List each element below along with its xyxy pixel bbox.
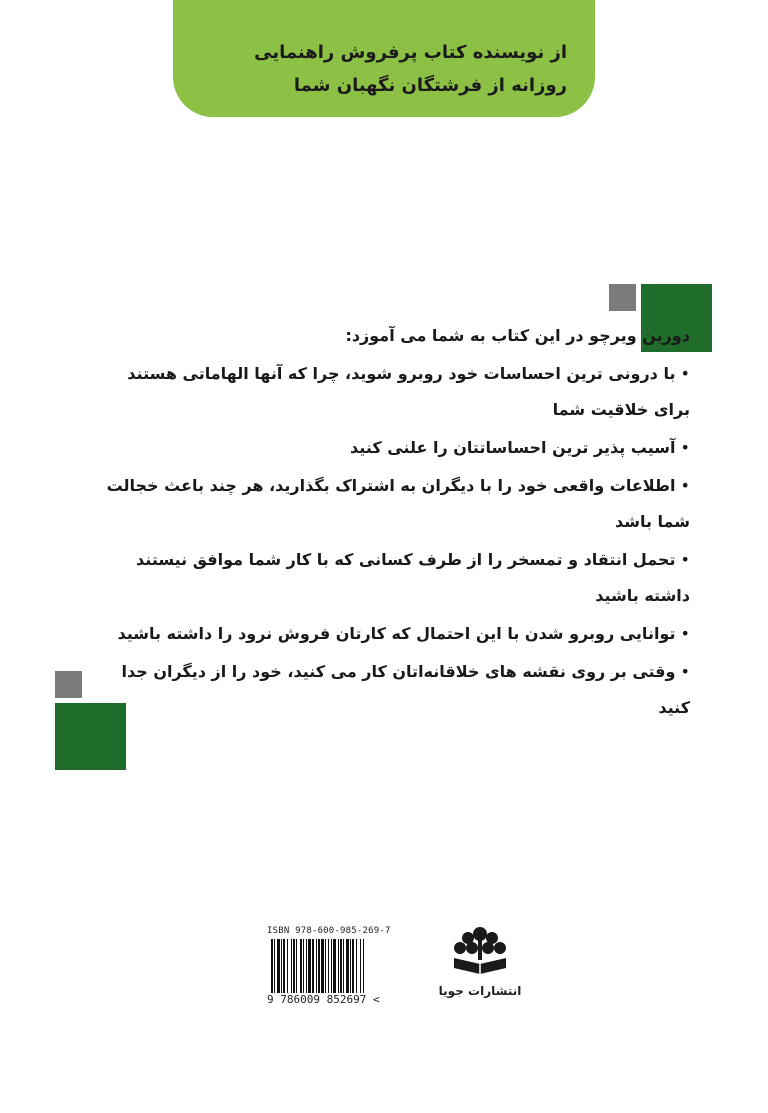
barcode-bar — [333, 939, 336, 993]
barcode-bar — [328, 939, 329, 993]
barcode-bar — [293, 939, 295, 993]
bullet-item: • اطلاعات واقعی خود را با دیگران به اشتراک بگذارید، هر چند باعث خجالت شما باشد — [90, 468, 690, 540]
barcode-bar — [343, 939, 344, 993]
top-banner — [173, 0, 595, 117]
barcode-bar — [306, 939, 307, 993]
barcode-bar — [283, 939, 285, 993]
barcode-bar — [356, 939, 357, 993]
bullet-item: • با درونی ترین احساسات خود روبرو شوید، چرا که آنها الهاماتی هستند برای خلاقیت شما — [90, 356, 690, 428]
decorative-square-green-bottom — [55, 703, 126, 770]
barcode-bar — [308, 939, 311, 993]
barcode-bar — [271, 939, 273, 993]
barcode-bar — [312, 939, 314, 993]
barcode-bar — [277, 939, 280, 993]
barcode-bar — [346, 939, 349, 993]
description-block — [90, 318, 690, 728]
barcode-bar — [331, 939, 332, 993]
barcode-bar — [350, 939, 351, 993]
barcode-bar — [340, 939, 342, 993]
isbn-label: ISBN 978-600-985-269-7 — [267, 926, 391, 936]
banner-line-2: روزانه از فرشتگان نگهبان شما — [293, 75, 567, 96]
book-tree-logo-icon — [450, 924, 510, 980]
barcode-bar — [360, 939, 361, 993]
barcode-bar — [318, 939, 320, 993]
barcode-bar — [274, 939, 275, 993]
bullet-item: • توانایی روبرو شدن با این احتمال که کارتان فروش نرود را داشته باشید — [90, 616, 690, 652]
bullet-item: • تحمل انتقاد و تمسخر را از طرف کسانی که با کار شما موافق نیستند داشته باشید — [90, 542, 690, 614]
banner-line-1: از نویسنده کتاب پرفروش راهنمایی — [254, 42, 567, 63]
isbn-barcode — [267, 926, 415, 1008]
bullet-item: • آسیب پذیر ترین احساساتتان را علنی کنید — [90, 430, 690, 466]
barcode-bar — [363, 939, 364, 993]
barcode-bar — [296, 939, 297, 993]
barcode-bar — [316, 939, 317, 993]
decorative-square-gray-top — [609, 284, 636, 311]
barcode-bar — [291, 939, 292, 993]
barcode-bar — [338, 939, 339, 993]
decorative-square-gray-bottom — [55, 671, 82, 698]
bullet-item: • وقتی بر روی نقشه های خلاقانه‌اتان کار می کنید، خود را از دیگران جدا کنید — [90, 654, 690, 726]
barcode-bar — [352, 939, 354, 993]
barcode-bar — [300, 939, 302, 993]
barcode-bars — [267, 939, 415, 993]
barcode-bar — [281, 939, 282, 993]
barcode-bar — [303, 939, 304, 993]
barcode-bar — [321, 939, 324, 993]
barcode-bar — [325, 939, 326, 993]
barcode-digits: 9 786009 852697 < — [267, 993, 380, 1006]
barcode-bar — [287, 939, 288, 993]
publisher-name: انتشارات جویا — [438, 984, 522, 998]
description-intro: دورین ویرچو در این کتاب به شما می آموزد: — [345, 326, 690, 345]
